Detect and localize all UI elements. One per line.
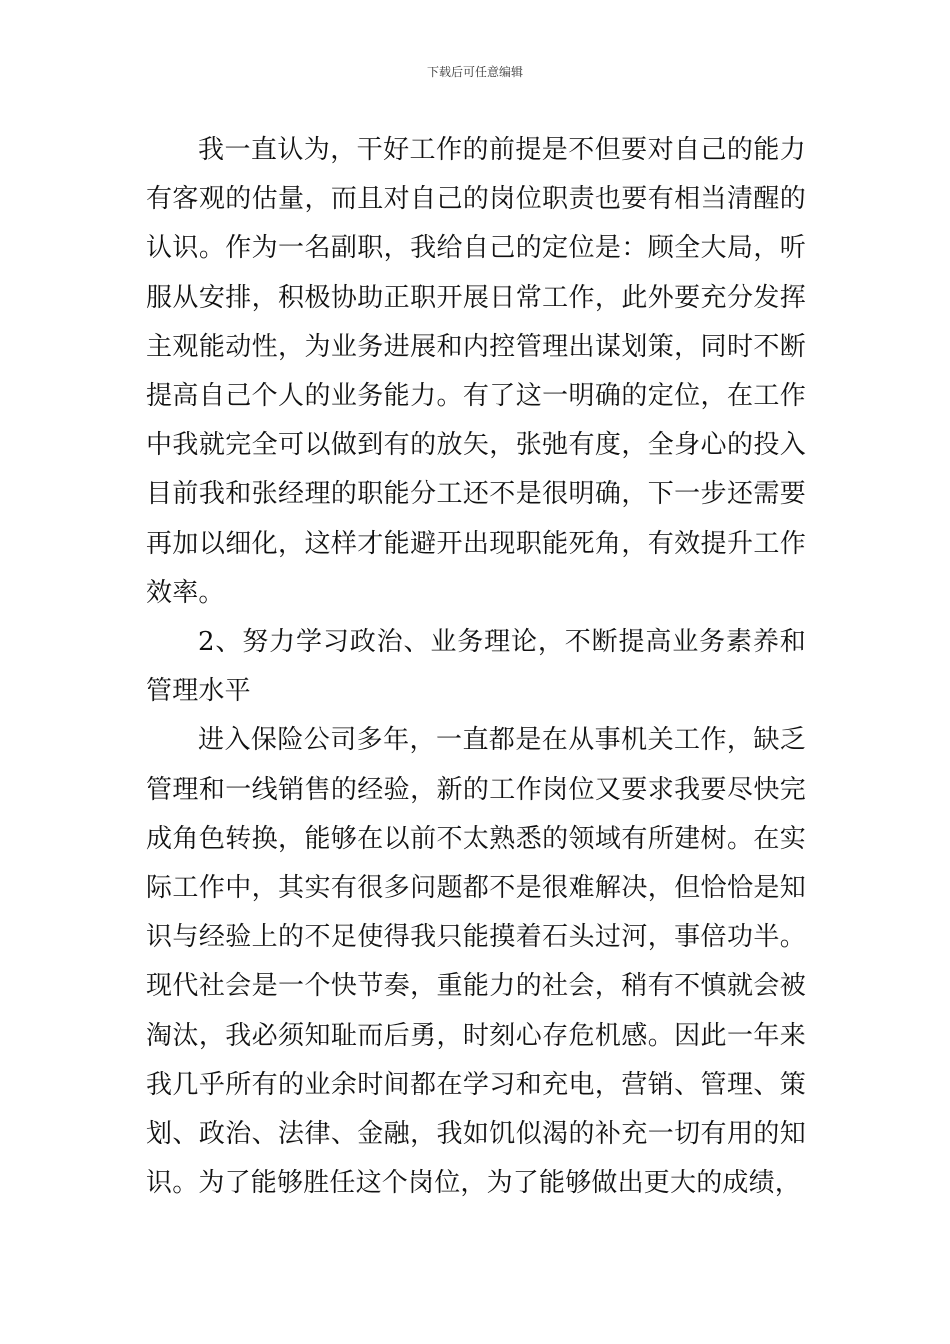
document-body xyxy=(146,126,806,1208)
paragraph-learning: 进入保险公司多年，一直都是在从事机关工作，缺乏管理和一线销售的经验，新的工作岗位又要求我要尽快完成角色转换，能够在以前不太熟悉的领域有所建树。在实际工作中，其实有很多问题都不是很难解决，但恰恰是知识与经验上的不足使得我只能摸着石头过河，事倍功半。现代社会是一个快节奏，重能力的社会，稍有不慎就会被淘汰，我必须知耻而后勇，时刻心存危机感。因此一年来我几乎所有的业余时间都在学习和充电，营销、管理、策划、政治、法律、金融，我如饥似渴的补充一切有用的知识。为了能够胜任这个岗位，为了能够做出更大的成绩， xyxy=(146,725,806,1199)
paragraph-section-heading: 2、努力学习政治、业务理论，不断提高业务素养和管理水平 xyxy=(146,627,806,707)
paragraph-positioning: 我一直认为，干好工作的前提是不但要对自己的能力有客观的估量，而且对自己的岗位职责也要有相当清醒的认识。作为一名副职，我给自己的定位是：顾全大局，听服从安排，积极协助正职开展日常工作，此外要充分发挥主观能动性，为业务进展和内控管理出谋划策，同时不断提高自己个人的业务能力。有了这一明确的定位，在工作中我就完全可以做到有的放矢，张弛有度，全身心的投入目前我和张经理的职能分工还不是很明确，下一步还需要再加以细化，这样才能避开出现职能死角，有效提升工作效率。 xyxy=(146,135,806,608)
page-header: 下载后可任意编辑 xyxy=(426,65,523,79)
